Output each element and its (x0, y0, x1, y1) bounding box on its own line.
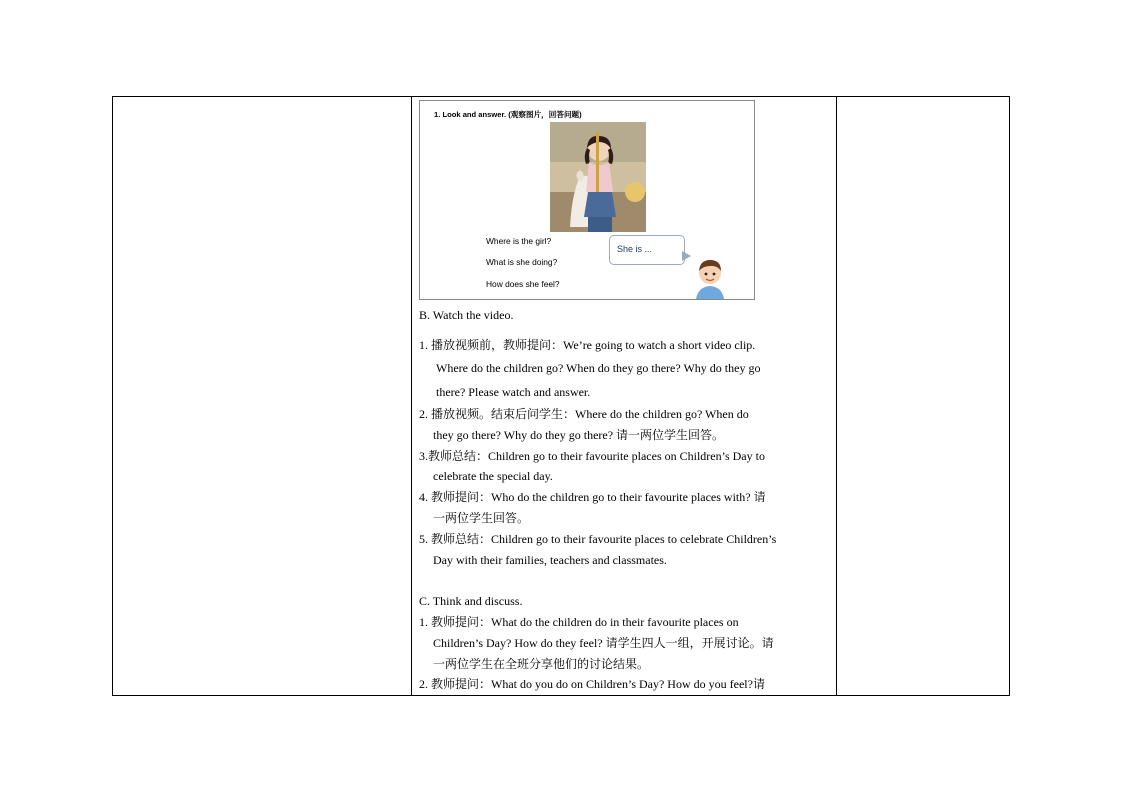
step-c1-line-3: 一两位学生在全班分享他们的讨论结果。 (433, 657, 650, 671)
step-b1-line-3: there? Please watch and answer. (436, 385, 591, 399)
table-row (113, 97, 1010, 696)
step-b2-line-2: they go there? Why do they go there? 请一两位学生回答。 (433, 428, 725, 442)
step-b4-line-2: 一两位学生回答。 (433, 511, 530, 525)
content-cell (412, 97, 837, 696)
slide-title: 1. Look and answer. (观察图片，回答问题) (434, 110, 582, 119)
step-b1-line-1: 1. 播放视频前，教师提问：We’re going to watch a short video clip. (419, 338, 756, 352)
step-c1-line-2: Children’s Day? How do they feel? 请学生四人一组，开展讨论。请 (433, 636, 774, 650)
step-b5-line-1: 5. 教师总结：Children go to their favourite places to celebrate Children’s (419, 532, 777, 546)
boy-cartoon-icon (692, 255, 728, 299)
girl-carousel-photo (550, 122, 646, 232)
step-c1-line-1: 1. 教师提问：What do the children do in their favourite places on (419, 615, 739, 629)
speech-bubble: She is ... (609, 235, 685, 265)
step-b4-line-1: 4. 教师提问：Who do the children go to their favourite places with? 请 (419, 490, 766, 504)
step-c2-line-1: 2. 教师提问：What do you do on Children’s Day? How do you feel?请 (419, 677, 765, 691)
section-c-heading: C. Think and discuss. (419, 594, 523, 608)
right-cell (837, 97, 1010, 696)
lesson-table (112, 96, 1010, 696)
step-b2-line-1: 2. 播放视频。结束后问学生：Where do the children go? When do (419, 407, 749, 421)
step-b1-line-2: Where do the children go? When do they go there? Why do they go (436, 361, 761, 375)
section-b-heading: B. Watch the video. (419, 308, 514, 322)
step-b3-line-1: 3.教师总结：Children go to their favourite places on Children’s Day to (419, 449, 765, 463)
step-b5-line-2: Day with their families, teachers and classmates. (433, 553, 667, 567)
left-cell (113, 97, 412, 696)
step-b3-line-2: celebrate the special day. (433, 469, 553, 483)
speech-bubble-tail (682, 251, 691, 261)
slide-question-3: How does she feel? (486, 279, 560, 289)
slide-question-1: Where is the girl? (486, 236, 552, 246)
slide-question-2: What is she doing? (486, 257, 558, 267)
slide-image (419, 100, 755, 300)
